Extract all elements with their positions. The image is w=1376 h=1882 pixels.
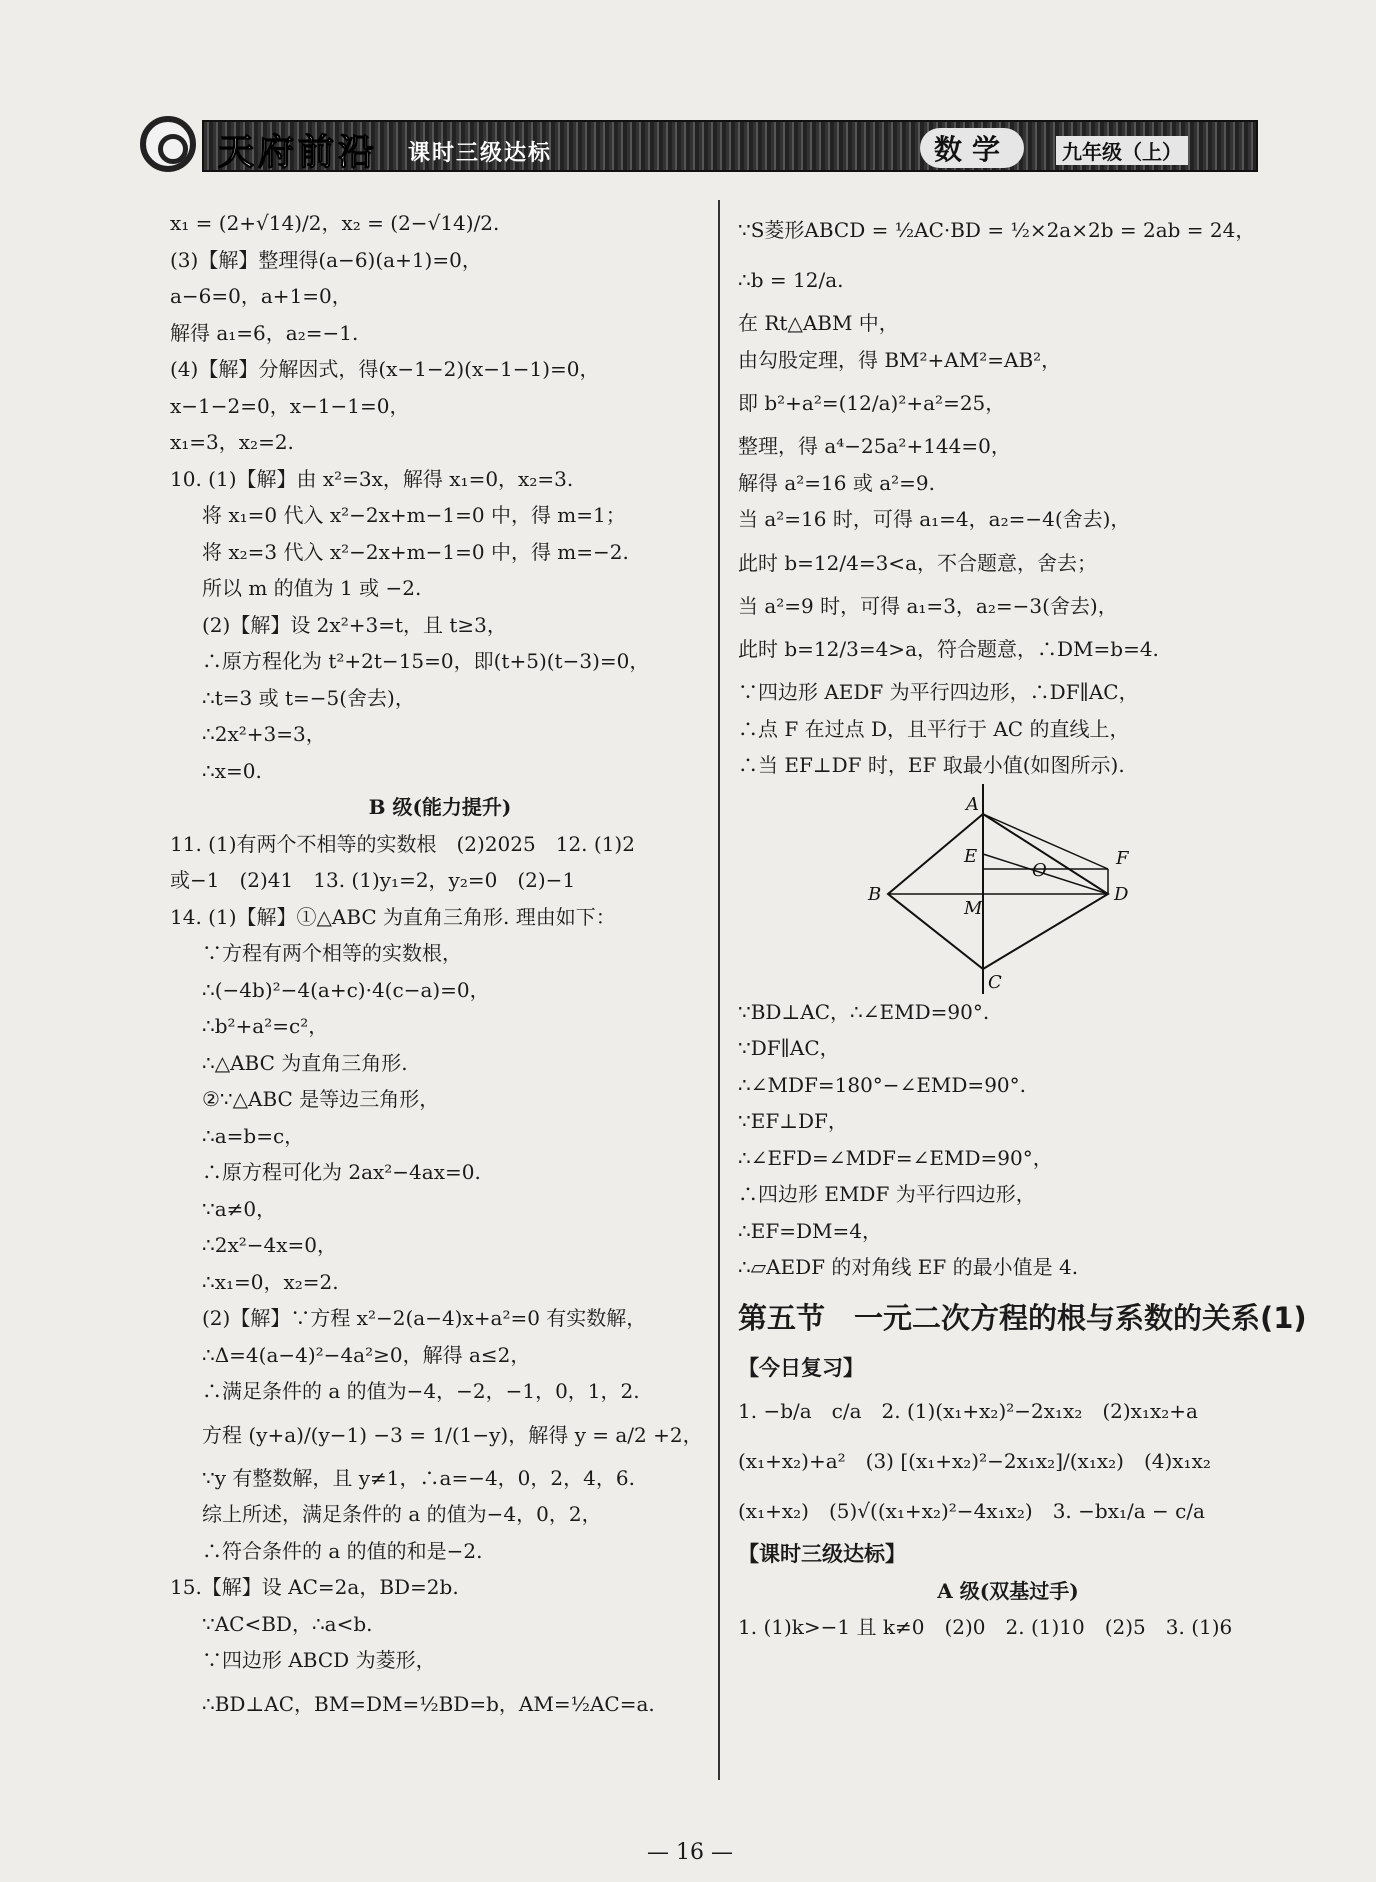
review-line: 1. −b/a c/a 2. (1)(x₁+x₂)²−2x₁x₂ (2)x₁x₂+a bbox=[738, 1399, 1198, 1423]
text-line: a−6=0，a+1=0， bbox=[170, 284, 352, 308]
rhombus-diagram bbox=[738, 784, 1278, 994]
text-line: ∵S菱形ABCD = ½AC·BD = ½×2a×2b = 2ab = 24， bbox=[738, 218, 1256, 242]
left-column bbox=[170, 205, 710, 1729]
text-line: ∴2x²−4x=0， bbox=[202, 1233, 337, 1257]
text-line: ∴点 F 在过点 D，且平行于 AC 的直线上， bbox=[738, 716, 1130, 741]
review-heading: 【今日复习】 bbox=[738, 1355, 864, 1380]
subject-badge: 数学 bbox=[920, 128, 1024, 168]
text-line: 解得 a₁=6，a₂=−1. bbox=[170, 320, 359, 345]
text-line: 即 b²+a²=(12/a)²+a²=25， bbox=[738, 391, 1006, 415]
text-line: (4)【解】分解因式，得(x−1−2)(x−1−1)=0， bbox=[170, 357, 600, 381]
text-line: ∴a=b=c， bbox=[202, 1123, 305, 1148]
label-c: C bbox=[988, 971, 1002, 993]
text-line: ∵四边形 ABCD 为菱形， bbox=[202, 1648, 436, 1672]
text-line: ∵a≠0， bbox=[202, 1196, 277, 1221]
label-b: B bbox=[868, 883, 882, 905]
text-line: 15.【解】设 AC=2a，BD=2b. bbox=[170, 1575, 459, 1599]
target-logo-icon bbox=[140, 116, 196, 172]
level-a-heading: A 级(双基过手) bbox=[937, 1578, 1079, 1603]
text-line: (2)【解】设 2x²+3=t，且 t≥3， bbox=[202, 612, 507, 637]
text-line: 此时 b=12/3=4>a，符合题意，∴DM=b=4. bbox=[738, 637, 1159, 661]
review-line: (x₁+x₂) (5)√((x₁+x₂)²−4x₁x₂) 3. −bx₁/a − c/a bbox=[738, 1499, 1205, 1523]
rhombus-abcd bbox=[888, 814, 1108, 969]
text-line: 14. (1)【解】①△ABC 为直角三角形. 理由如下： bbox=[170, 904, 616, 929]
text-line: ∴BD⊥AC，BM=DM=½BD=b，AM=½AC=a. bbox=[202, 1691, 655, 1716]
page-number: — 16 — bbox=[647, 1840, 733, 1865]
text-line: 1. (1)k>−1 且 k≠0 (2)0 2. (1)10 (2)5 3. (1)6 bbox=[738, 1615, 1233, 1639]
text-line: (2)【解】∵方程 x²−2(a−4)x+a²=0 有实数解， bbox=[202, 1306, 647, 1330]
text-line: ∵DF∥AC， bbox=[738, 1036, 840, 1060]
text-line: 11. (1)有两个不相等的实数根 (2)2025 12. (1)2 bbox=[170, 831, 635, 856]
text-line: ∴原方程化为 t²+2t−15=0，即(t+5)(t−3)=0， bbox=[202, 649, 650, 673]
text-line: ∴∠EFD=∠MDF=∠EMD=90°， bbox=[738, 1145, 1053, 1170]
text-line: ∴t=3 或 t=−5(舍去)， bbox=[202, 685, 415, 710]
text-line: 方程 (y+a)/(y−1) −3 = 1/(1−y)，解得 y = a/2 +2， bbox=[202, 1422, 703, 1447]
brand-title: 天府前沿 bbox=[218, 132, 379, 173]
label-o: O bbox=[1032, 859, 1047, 881]
text-line: ∴满足条件的 a 的值为−4，−2，−1，0，1，2. bbox=[202, 1379, 640, 1403]
text-line: ∴四边形 EMDF 为平行四边形， bbox=[738, 1182, 1036, 1206]
text-line: 10. (1)【解】由 x²=3x，解得 x₁=0，x₂=3. bbox=[170, 466, 574, 491]
text-line: ②∵△ABC 是等边三角形， bbox=[202, 1087, 440, 1111]
text-line: (3)【解】整理得(a−6)(a+1)=0， bbox=[170, 247, 482, 272]
text-line: 综上所述，满足条件的 a 的值为−4，0，2， bbox=[202, 1502, 602, 1526]
text-line: x₁=3，x₂=2. bbox=[170, 430, 294, 454]
page-header bbox=[140, 112, 1260, 176]
section-title: 第五节 一元二次方程的根与系数的关系(1) bbox=[738, 1300, 1307, 1335]
standard-heading: 【课时三级达标】 bbox=[738, 1542, 906, 1566]
rhombus-figure bbox=[738, 784, 1278, 994]
text-line: 当 a²=9 时，可得 a₁=3，a₂=−3(舍去)， bbox=[738, 593, 1118, 618]
label-e: E bbox=[964, 845, 978, 867]
label-m: M bbox=[964, 897, 983, 919]
label-f: F bbox=[1116, 847, 1129, 869]
text-line: ∴符合条件的 a 的值的和是−2. bbox=[202, 1538, 483, 1563]
text-line: x₁ = (2+√14)/2，x₂ = (2−√14)/2. bbox=[170, 211, 500, 235]
text-line: ∴∠MDF=180°−∠EMD=90°. bbox=[738, 1072, 1026, 1097]
text-line: ∴(−4b)²−4(a+c)·4(c−a)=0， bbox=[202, 977, 490, 1002]
text-line: ∴b = 12/a. bbox=[738, 268, 844, 292]
text-line: 将 x₁=0 代入 x²−2x+m−1=0 中，得 m=1； bbox=[202, 503, 626, 527]
column-divider bbox=[718, 200, 720, 1780]
right-column bbox=[738, 205, 1307, 1646]
text-line: ∴当 EF⊥DF 时，EF 取最小值(如图所示). bbox=[738, 753, 1125, 777]
text-line: 由勾股定理，得 BM²+AM²=AB²， bbox=[738, 347, 1062, 372]
text-line: ∴x=0. bbox=[202, 758, 262, 783]
review-line: (x₁+x₂)+a² (3) [(x₁+x₂)²−2x₁x₂]/(x₁x₂) (4)x₁x₂ bbox=[738, 1449, 1211, 1473]
text-line: 整理，得 a⁴−25a²+144=0， bbox=[738, 434, 1011, 458]
grade-badge: 九年级（上） bbox=[1056, 136, 1188, 165]
text-line: ∴b²+a²=c²， bbox=[202, 1014, 329, 1038]
text-line: ∵四边形 AEDF 为平行四边形，∴DF∥AC， bbox=[738, 680, 1139, 704]
text-line: ∵y 有整数解，且 y≠1，∴a=−4，0，2，4，6. bbox=[202, 1465, 635, 1490]
text-line: 当 a²=16 时，可得 a₁=4，a₂=−4(舍去)， bbox=[738, 507, 1131, 531]
text-line: 将 x₂=3 代入 x²−2x+m−1=0 中，得 m=−2. bbox=[202, 539, 629, 564]
text-line: ∴原方程可化为 2ax²−4ax=0. bbox=[202, 1160, 481, 1184]
text-line: ∴▱AEDF 的对角线 EF 的最小值是 4. bbox=[738, 1255, 1079, 1279]
line-ad bbox=[983, 814, 1108, 894]
text-line: x−1−2=0，x−1−1=0， bbox=[170, 393, 410, 418]
text-line: ∵AC<BD，∴a<b. bbox=[202, 1611, 373, 1636]
text-line: ∵BD⊥AC，∴∠EMD=90°. bbox=[738, 999, 990, 1024]
text-line: ∴EF=DM=4， bbox=[738, 1218, 882, 1243]
text-line: ∵EF⊥DF， bbox=[738, 1109, 848, 1133]
level-b-heading: B 级(能力提升) bbox=[368, 795, 512, 819]
text-line: ∴2x²+3=3， bbox=[202, 722, 326, 746]
text-line: ∵方程有两个相等的实数根， bbox=[202, 941, 462, 965]
text-line: 所以 m 的值为 1 或 −2. bbox=[202, 576, 422, 600]
text-line: ∴Δ=4(a−4)²−4a²≥0，解得 a≤2， bbox=[202, 1342, 531, 1367]
text-line: 解得 a²=16 或 a²=9. bbox=[738, 470, 936, 495]
text-line: 或−1 (2)41 13. (1)y₁=2，y₂=0 (2)−1 bbox=[170, 868, 576, 892]
text-line: ∴△ABC 为直角三角形. bbox=[202, 1050, 408, 1075]
text-line: ∴x₁=0，x₂=2. bbox=[202, 1269, 339, 1294]
text-line: 此时 b=12/4=3<a，不合题意，舍去； bbox=[738, 550, 1097, 575]
text-line: 在 Rt△ABM 中， bbox=[738, 311, 899, 335]
label-d: D bbox=[1114, 883, 1129, 905]
brand-subtitle: 课时三级达标 bbox=[408, 141, 553, 166]
label-a: A bbox=[966, 793, 979, 815]
